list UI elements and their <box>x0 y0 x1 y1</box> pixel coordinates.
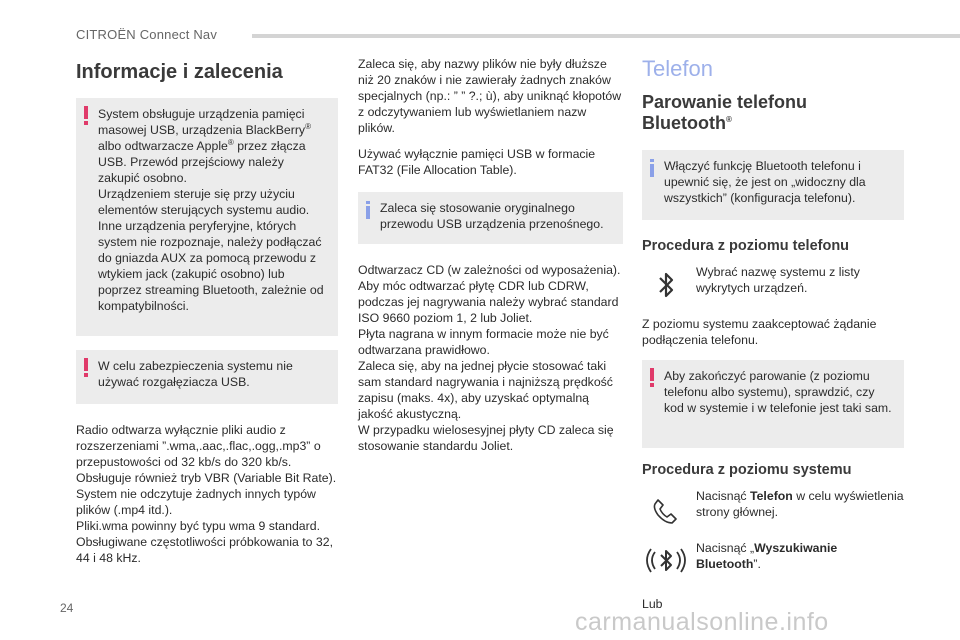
warning-icon-dot <box>650 383 654 387</box>
info-icon-bar <box>366 206 370 219</box>
warning-icon-dot <box>84 373 88 377</box>
info-text-usb-cable: Zaleca się stosowanie oryginalnego przewodu USB urządzenia przenośnego. <box>380 201 604 231</box>
info-icon-bar <box>650 164 654 177</box>
phone-handset-icon <box>646 490 686 534</box>
header-title: CITROËN Connect Nav <box>76 27 218 42</box>
watermark: carmanualsonline.info <box>575 608 829 636</box>
audio-formats-paragraph: Radio odtwarza wyłącznie pliki audio z rozszerzeniami ”.wma,.aac,.flac,.ogg,.mp3” o przepustowości od 32 kb/s do 320 kb/s. Obsługuje również tryb VBR (Variable Bit Rate). System nie odczytuje żadnych innych typów plików (.mp4 itd.). Pliki.wma powinny być typu wma 9 standard. Obsługiwane częstotliwości próbkowania to 32, 44 i 48 kHz. <box>76 423 337 565</box>
bluetooth-icon <box>646 266 686 310</box>
column-1 <box>76 52 338 566</box>
info-icon <box>650 159 654 162</box>
accept-request-paragraph: Z poziomu systemu zaakceptować żądanie podłączenia telefonu. <box>642 317 877 347</box>
page-number: 24 <box>60 601 74 615</box>
warning-box-pairing-code <box>642 360 904 448</box>
info-text-enable-bluetooth: Włączyć funkcję Bluetooth telefonu i upewnić się, że jest on „widoczny dla wszystkich” (konfiguracja telefonu). <box>664 159 866 205</box>
warning-box-usb-devices <box>76 98 338 336</box>
section-title-telefon: Telefon <box>642 56 713 81</box>
warning-icon-dot <box>84 121 88 125</box>
warning-text-pairing-code: Aby zakończyć parowanie (z poziomu telefonu albo systemu), sprawdzić, czy kod w systemie i w telefonie jest taki sam. <box>664 369 892 415</box>
warning-text-usb-devices: System obsługuje urządzenia pamięci masowej USB, urządzenia BlackBerry® albo odtwarzacze Apple® przez złącza USB. Przewód przejściowy należy zakupić osobno. Urządzeniem steruje się przy użyciu elementów sterujących systemu audio. Inne urządzenia peryferyjne, których system nie rozpoznaje, należy podłączać do gniazda AUX za pomocą przewodu z wtykiem jack (zakupić osobno) lub poprzez streaming Bluetooth, zależnie od kompatybilności. <box>98 107 324 313</box>
step-select-system <box>642 264 904 316</box>
subheading-phone-procedure: Procedura z poziomu telefonu <box>642 238 850 254</box>
warning-icon <box>84 358 88 371</box>
step-bluetooth-search-text: Nacisnąć „Wyszukiwanie Bluetooth”. <box>696 541 838 571</box>
warning-icon <box>650 368 654 381</box>
cd-player-paragraph: Odtwarzacz CD (w zależności od wyposażenia). Aby móc odtwarzać płytę CDR lub CDRW, podczas jej nagrywania należy wybrać standard ISO 9660 poziom 1, 2 lub Joliet. Płyta nagrana w innym formacie może nie być odtwarzana prawidłowo. Zaleca się, aby na jednej płycie stosować taki sam standard nagrywania i najniższą prędkość zapisu (maks. 4x), aby uzyskać optymalną jakość akustyczną. W przypadku wielosesyjnej płyty CD zaleca się stosowanie standardu Joliet. <box>358 263 621 453</box>
warning-icon <box>84 106 88 119</box>
step-press-telefon-text: Nacisnąć Telefon w celu wyświetlenia strony głównej. <box>696 489 904 519</box>
heading-bluetooth-pairing: Parowanie telefonu Bluetooth® <box>642 92 808 133</box>
lub-text: Lub <box>642 597 663 611</box>
subheading-system-procedure: Procedura z poziomu systemu <box>642 462 852 478</box>
info-box-enable-bluetooth <box>642 150 904 220</box>
header-rule <box>252 34 960 38</box>
column-3 <box>642 52 904 622</box>
step-select-system-text: Wybrać nazwę systemu z listy wykrytych urządzeń. <box>696 265 860 295</box>
filename-paragraph: Zaleca się, aby nazwy plików nie były dłuższe niż 20 znaków i nie zawierały żadnych znaków specjalnych (np.: ” ” ?.; ù), aby uniknąć kłopotów z odczytywaniem lub wyświetlaniem nazw plików. <box>358 57 622 135</box>
fat32-paragraph: Używać wyłącznie pamięci USB w formacie FAT32 (File Allocation Table). <box>358 147 596 177</box>
warning-box-usb-hub <box>76 350 338 404</box>
column-2 <box>358 56 623 454</box>
bluetooth-search-icon <box>646 542 686 586</box>
warning-text-usb-hub: W celu zabezpieczenia systemu nie używać rozgałęziacza USB. <box>98 359 293 389</box>
step-press-telefon <box>642 488 904 540</box>
info-box-usb-cable <box>358 192 623 244</box>
info-icon <box>366 201 370 204</box>
section-heading-info: Informacje i zalecenia <box>76 61 283 83</box>
step-bluetooth-search <box>642 540 904 592</box>
